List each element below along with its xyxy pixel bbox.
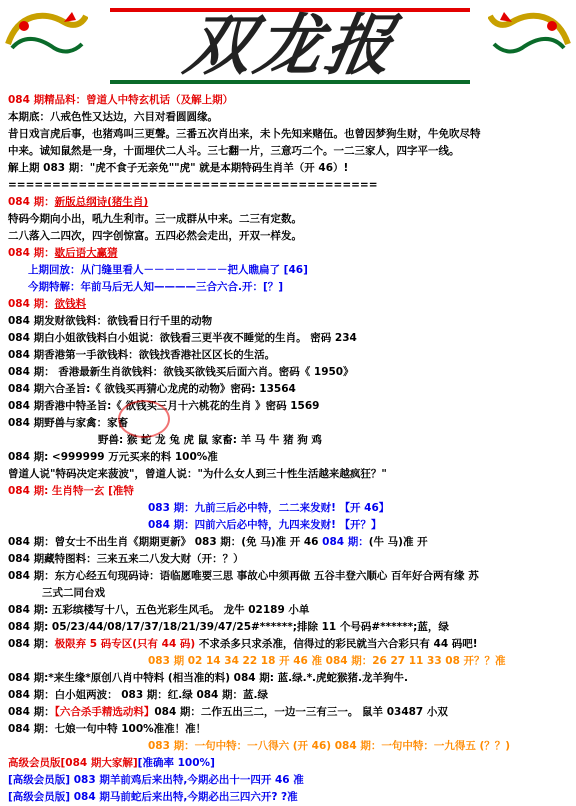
line-12: 今期特解：年前马后无人知————三合六合.开：[？]	[28, 281, 284, 293]
line-24	[8, 483, 570, 500]
line-16: 084 期香港第一手欲钱料：欲钱找香港社区区长的生活。	[8, 349, 276, 361]
page-title: 双龙报	[179, 6, 403, 84]
line-19: 084 期香港中特圣旨:《 欲钱买三月十六桃花的生肖 》密码 1569	[8, 400, 320, 412]
line-36: 084 期：白小姐两波： 083 期：红.绿 084 期：蓝.绿	[8, 689, 269, 701]
issue-label: 084 期：	[8, 247, 55, 259]
article-body	[8, 92, 570, 806]
line-32: 084 期: 05/23/44/08/17/37/18/21/39/47/25#******;排除 11 个号码#******;蓝，绿	[8, 621, 449, 633]
line-40	[8, 755, 570, 772]
section-title: 极限弃 5 码专区(只有 44 码)	[54, 638, 196, 650]
section-title: 新版总纲诗(猪生肖)	[54, 196, 149, 208]
line-7	[8, 194, 570, 211]
line-1: 084 期精品料：曾道人中特玄机话（及解上期）	[8, 94, 234, 106]
line-3: 昔日戏言虎后事，也猪鸡叫三更聲。三番五次肖出来，未卜先知来赌伍。也曾因梦狗生财，牛免吹尽特	[8, 128, 481, 140]
line-27-part-1: 084 期：曾女士不出生肖《期期更新》 083 期：(免 马)准 开 46	[8, 536, 323, 548]
line-41: [高级会员版] 083 期羊前鸡后来出特,今期必出十一四开 46 准	[8, 774, 304, 786]
line-30: 三式二同台戏	[42, 587, 105, 599]
line-37	[8, 704, 570, 721]
line-39-part-1: 083 期：一句中特：一八得六 (开 46)	[148, 740, 335, 752]
line-4: 中来。诚知鼠然是一身，十面埋伏二人斗。三七翻一片，三意巧二个。一二三家人，四字平一线。	[8, 145, 460, 157]
line-27-part-2: 084 期：	[322, 536, 369, 548]
line-26: 084 期：四前六后必中特，九四来发财! 【开？】	[148, 519, 382, 531]
line-8: 特码今期向小出，吼九生利市。三一成群从中来。二三有定数。	[8, 213, 302, 225]
section-title: 歇后语大赢猜	[54, 247, 118, 259]
line-17: 084 期： 香港最新生肖欲钱料：欲钱买欲钱买后面六肖。密码《 1950》	[8, 366, 354, 378]
section-title: 欲钱料	[54, 298, 87, 310]
line-33	[8, 636, 570, 653]
dragon-right-icon	[488, 4, 572, 64]
line-31: 084 期: 五彩缤楼写十八，五色光彩生风毛。 龙牛 02189 小单	[8, 604, 310, 616]
line-27	[8, 534, 570, 551]
accuracy-label: [准确率 100%]	[137, 757, 215, 769]
line-9: 二八落入二四次，四字创惊富。五四必然会走出，开双一样发。	[8, 230, 302, 242]
issue-label: 084 期：	[8, 196, 55, 208]
line-5: 解上期 083 期："虎不食子无亲免""虎" 就是本期特码生肖羊（开 46）!	[8, 162, 349, 174]
header-banner	[0, 0, 576, 92]
line-35: 084 期:*来生缘*原创八肖中特料 (相当准的料) 084 期: 蓝.绿.*.虎蛇猴猪.龙羊狗牛.	[8, 672, 409, 684]
section-title: 【六合杀手精选动料】	[54, 706, 155, 718]
line-10	[8, 245, 570, 262]
issue-label: 084 期：	[8, 298, 55, 310]
issue-label: 084 期：	[8, 638, 55, 650]
line-22: 084 期: <999999 万元买来的料 100%准	[8, 451, 218, 463]
section-title: 084 期: 生肖特一玄 [	[8, 485, 113, 497]
line-18: 084 期六合圣旨:《 欲钱买再猜心龙虎的动物》密码: 13564	[8, 383, 296, 395]
section-title-suffix: 准特	[112, 485, 134, 497]
line-23: 曾道人说"特码决定来菠波"，曾道人说："为什么女人到三十性生活越来越疯狂？"	[8, 468, 387, 480]
line-28: 084 期藏特图料：三来五来二八发大财（开：？）	[8, 553, 244, 565]
red-stamp-mark	[118, 400, 170, 438]
member-title: 高级会员版[084 期大家解]	[8, 757, 138, 769]
line-25: 083 期：九前三后必中特，二二来发财! 【开 46】	[148, 502, 390, 514]
issue-label: 084 期：	[8, 706, 55, 718]
line-39-part-2: 084 期：一句中特：一九得五 (？？)	[334, 740, 511, 752]
line-13	[8, 296, 570, 313]
line-21: 野兽: 猴 蛇 龙 兔 虎 鼠 家畜: 羊 马 牛 猪 狗 鸡	[98, 434, 322, 446]
line-37-text: 084 期：二作五出三二，一边一三有三一。 鼠羊 03487 小双	[154, 706, 448, 718]
line-33-text: 不求杀多只求杀准，信得过的彩民就当六合彩只有 44 码吧!	[195, 638, 478, 650]
separator-line: ==========================================	[8, 179, 378, 191]
line-38: 084 期：七娘一句中特 100%准准！准！	[8, 723, 207, 735]
line-29: 084 期：东方心经五句现码诗：语临愿唯要三思 事故心中须再做 五谷丰登六顺心 百年好合两有缘 苏	[8, 570, 479, 582]
dragon-left-icon	[4, 4, 88, 64]
line-2: 本期底：八戒色性又达边，六目对看圆圆缘。	[8, 111, 218, 123]
line-27-part-3: (牛 马)准 开	[368, 536, 428, 548]
line-11: 上期回放：从门缝里看人－－－－－－－－把人瞧扁了 [46]	[28, 264, 308, 276]
line-14: 084 期发财欲钱料：欲钱看日行千里的动物	[8, 315, 213, 327]
line-20: 084 期野兽与家禽：家畜	[8, 417, 129, 429]
line-42: [高级会员版] 084 期马前蛇后来出特,今期必出三四六开? ?准	[8, 791, 298, 803]
line-34: 083 期 02 14 34 22 18 开 46 准 084 期：26 27 11 33 08 开？？准	[148, 655, 506, 667]
line-39	[8, 738, 570, 755]
line-15: 084 期白小姐欲钱料白小姐说：欲钱看三更半夜不睡觉的生肖。 密码 234	[8, 332, 357, 344]
